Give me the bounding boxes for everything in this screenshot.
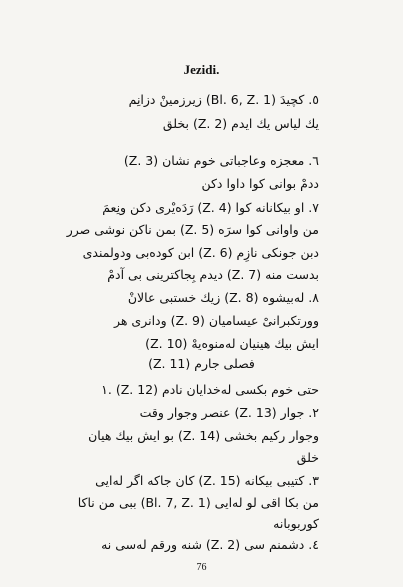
text-line: وجوار رکیم بخشی (Z. 14) بو ایش بیك هیان xyxy=(88,428,319,443)
section-heading: (Z. 11) فصلی جارم xyxy=(148,356,255,371)
page-title: Jezidi. xyxy=(183,62,220,77)
text-line: ٧. او بیکانانه کوا (Z. 4) رَدَه‌یْری دکن ونِعمَ xyxy=(102,200,319,215)
text-line: یك لیاس یك ایدم (Z. 2) بخلق xyxy=(162,116,319,131)
text-line: بدست منه (Z. 7) دیدم بِجاکترینی بی آدمْ xyxy=(107,267,319,282)
text-line: ١. (Z. 12) حتی خوم بکسی له‌خدایان نادم xyxy=(101,382,319,397)
text-line: ایش بیك هینیان له‌منوه‌یهْ (Z. 10) xyxy=(145,336,319,351)
page-number: 76 xyxy=(196,562,207,573)
text-line: دبن جونکی نازِم (Z. 6) ابن کوده‌بی ودولمندی xyxy=(82,245,319,260)
text-line: ٢. جوار (Z. 13) عنصر وجوار وقت xyxy=(139,405,319,420)
text-line: ددمْ بوانی کوا داوا دکن xyxy=(201,176,319,191)
text-line: خلق xyxy=(296,450,319,465)
text-line: وورتکبرانیْ عیسامیان (Z. 9) ودانری هر xyxy=(113,313,319,328)
text-line: کوربوبانه xyxy=(273,516,319,531)
text-line: من بکا اقی لو له‌ایی (Bl. 7, Z. 1) ببی من ناکا xyxy=(77,495,319,510)
text-line: ٣. کتیبی بیکانه (Z. 15) کان جاکه اگر له‌ایی xyxy=(95,473,319,488)
text-line: ٦. معجزه وعاجباتی خوم نشان (Z. 3) xyxy=(123,153,319,168)
text-line: ٤. دشمنم سی (Z. 2) شنه ورقم له‌سی نه xyxy=(101,537,319,552)
text-line: ٨. له‌بیشوه (Z. 8) زیك خستبی عالانْ xyxy=(127,290,319,305)
text-line: من واوانی کوا سرَه (Z. 5) بمن ناکن نوشی صرر xyxy=(66,222,319,237)
text-line: ٥. کچیدَ ‌(Bl. 6, Z. 1) زیرزمینْ دزانِم xyxy=(128,92,319,107)
